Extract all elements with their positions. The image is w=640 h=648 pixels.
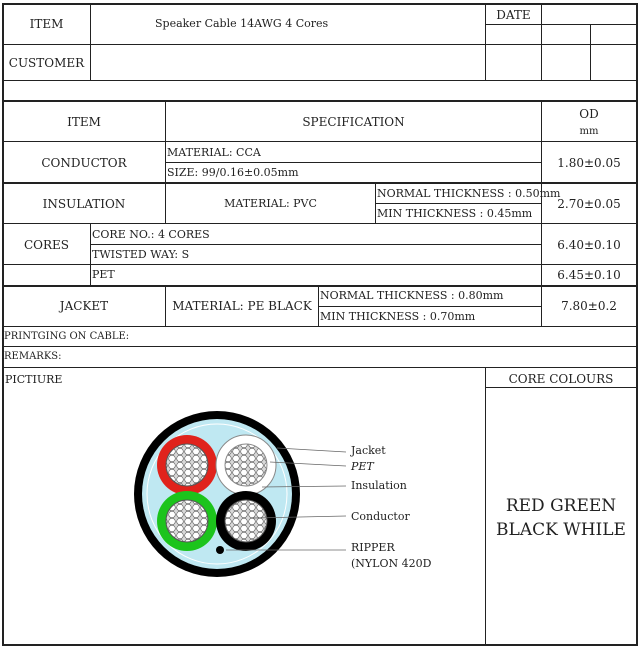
customer-label: CUSTOMER	[8, 56, 85, 70]
ripper	[216, 546, 224, 554]
item-value: Speaker Cable 14AWG 4 Cores	[155, 17, 329, 30]
date-label: DATE	[496, 8, 531, 22]
insulation-callout: Insulation	[351, 479, 407, 492]
col-od-unit: mm	[579, 126, 599, 137]
conductor-white	[225, 444, 267, 486]
col-spec-header: SPECIFICATION	[302, 115, 405, 129]
cores-number: CORE NO.: 4 CORES	[92, 228, 210, 241]
conductor-label: CONDUCTOR	[41, 156, 127, 170]
conductor-black	[225, 500, 267, 542]
core-colours-line-1: RED GREEN	[505, 496, 617, 516]
picture-label: PICTIURE	[5, 373, 63, 386]
cores-twisted-way: TWISTED WAY: S	[92, 248, 190, 261]
conductor-red	[166, 444, 208, 486]
jacket-od: 7.80±0.2	[561, 299, 617, 313]
insulation-min-thickness: MIN THICKNESS : 0.45mm	[377, 207, 533, 220]
jacket-label: JACKET	[59, 299, 109, 313]
ripper-callout: RIPPER	[351, 541, 395, 554]
conductor-od: 1.80±0.05	[557, 156, 621, 170]
pet-callout: PET	[351, 460, 374, 473]
printing-label: PRINTGING ON CABLE:	[4, 331, 130, 342]
insulation-material: MATERIAL: PVC	[224, 197, 317, 210]
pet-layer	[142, 419, 292, 569]
col-od-header: OD	[579, 107, 599, 121]
core-colours-label: CORE COLOURS	[508, 372, 614, 386]
cores-od: 6.40±0.10	[557, 238, 621, 252]
jacket-callout: Jacket	[351, 444, 386, 457]
remarks-label: REMARKS:	[4, 351, 62, 362]
conductor-callout: Conductor	[351, 510, 410, 523]
item-label: ITEM	[29, 17, 64, 31]
pet-od: 6.45±0.10	[557, 268, 621, 282]
core-colours-line-2: BLACK WHILE	[496, 520, 626, 540]
jacket-material: MATERIAL: PE BLACK	[172, 299, 312, 313]
cores-label: CORES	[23, 238, 70, 252]
jacket-normal-thickness: NORMAL THICKNESS : 0.80mm	[320, 289, 504, 302]
insulation-normal-thickness: NORMAL THICKNESS : 0.50mm	[377, 187, 561, 200]
jacket-min-thickness: MIN THICKNESS : 0.70mm	[320, 310, 476, 323]
insulation-label: INSULATION	[42, 197, 126, 211]
pet-label: PET	[92, 268, 115, 281]
col-item-header: ITEM	[67, 115, 101, 129]
ripper-material-callout: (NYLON 420D	[351, 557, 432, 570]
conductor-material: MATERIAL: CCA	[167, 146, 261, 159]
conductor-size: SIZE: 99/0.16±0.05mm	[167, 166, 299, 179]
insulation-od: 2.70±0.05	[557, 197, 621, 211]
conductor-green	[166, 500, 208, 542]
